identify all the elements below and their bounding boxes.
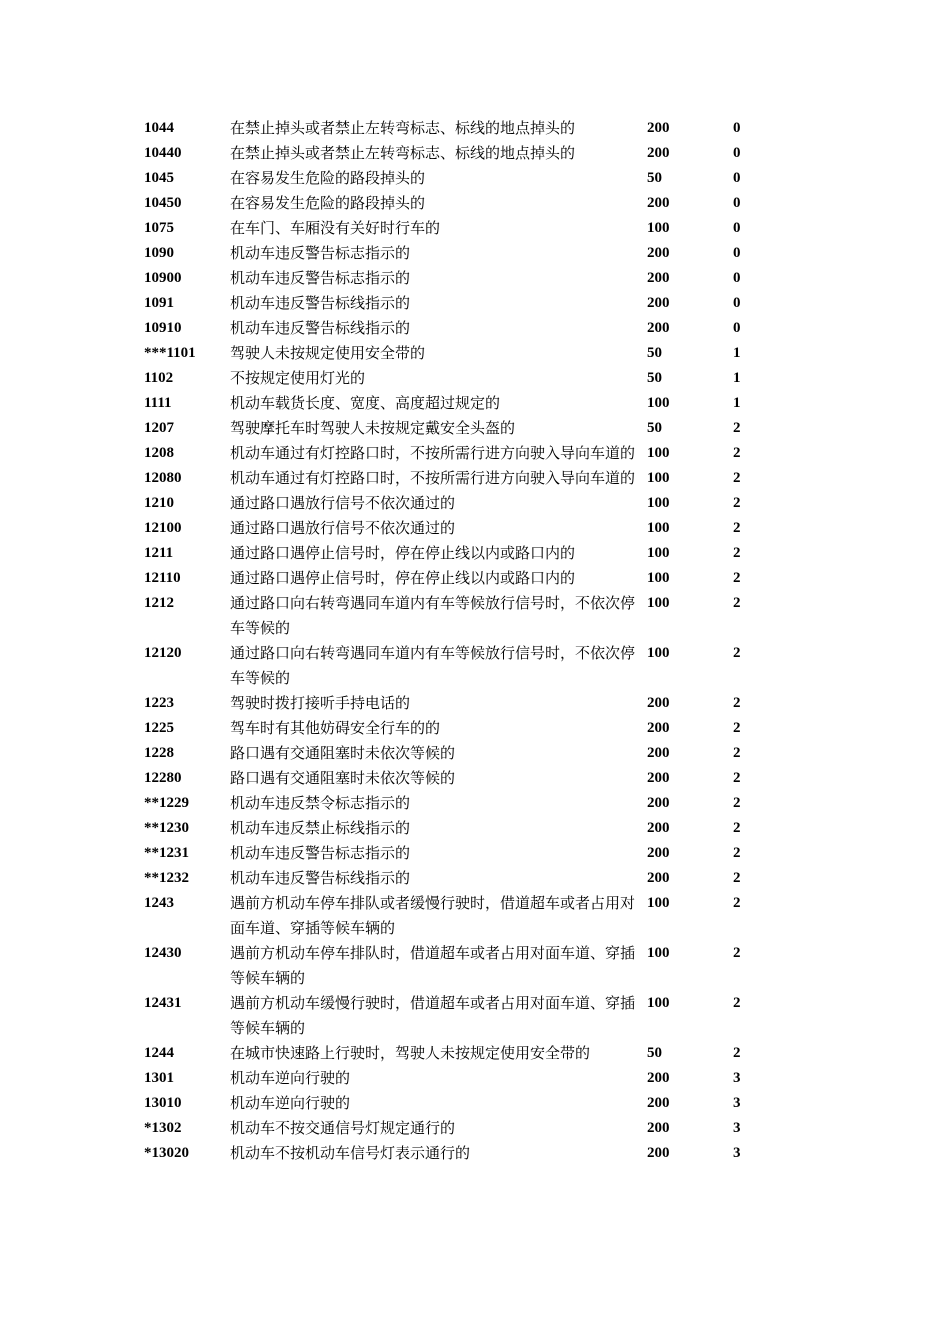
violation-code: 1211: [144, 545, 174, 561]
penalty-points: 2: [733, 770, 741, 786]
table-row: [0, 866, 950, 891]
fine-amount: 200: [647, 320, 670, 336]
table-row: [0, 491, 950, 516]
penalty-points: 0: [733, 195, 741, 211]
violation-description: 遇前方机动车缓慢行驶时，借道超车或者占用对面车道、穿插等候车辆的: [230, 994, 636, 1037]
fine-amount: 100: [647, 395, 670, 411]
violation-code: 12120: [144, 645, 182, 661]
penalty-points: 3: [733, 1070, 741, 1086]
fine-amount: 200: [647, 245, 670, 261]
violation-description: 通过路口向右转弯遇同车道内有车等候放行信号时，不依次停车等候的: [230, 594, 636, 637]
violation-code: 10910: [144, 320, 182, 336]
violation-description: 机动车载货长度、宽度、高度超过规定的: [230, 394, 501, 412]
fine-amount: 50: [647, 170, 662, 186]
fine-amount: 100: [647, 645, 670, 661]
fine-amount: 200: [647, 745, 670, 761]
table-row: [0, 216, 950, 241]
table-row: [0, 891, 950, 941]
violation-code: 12280: [144, 770, 182, 786]
table-row: [0, 766, 950, 791]
fine-amount: 100: [647, 470, 670, 486]
penalty-points: 2: [733, 445, 741, 461]
table-row: [0, 291, 950, 316]
penalty-points: 1: [733, 395, 741, 411]
violation-description: 机动车违反警告标志指示的: [230, 269, 411, 287]
penalty-points: 2: [733, 820, 741, 836]
penalty-points: 2: [733, 870, 741, 886]
penalty-points: 2: [733, 420, 741, 436]
fine-amount: 100: [647, 445, 670, 461]
violation-code: 1208: [144, 445, 174, 461]
table-row: [0, 241, 950, 266]
penalty-points: 0: [733, 270, 741, 286]
fine-amount: 100: [647, 495, 670, 511]
violation-description: 机动车违反警告标线指示的: [230, 294, 411, 312]
fine-amount: 100: [647, 545, 670, 561]
table-row: [0, 366, 950, 391]
fine-amount: 50: [647, 1045, 662, 1061]
table-row: [0, 741, 950, 766]
violation-description: 机动车不按机动车信号灯表示通行的: [230, 1144, 471, 1162]
penalty-points: 0: [733, 245, 741, 261]
violation-code: 12110: [144, 570, 181, 586]
violation-description: 机动车违反禁令标志指示的: [230, 794, 411, 812]
violation-code: **1229: [144, 795, 189, 811]
violation-code: 1207: [144, 420, 174, 436]
violation-description: 遇前方机动车停车排队或者缓慢行驶时，借道超车或者占用对面车道、穿插等候车辆的: [230, 894, 636, 937]
table-row: [0, 1141, 950, 1166]
table-row: [0, 941, 950, 991]
violation-code: **1232: [144, 870, 189, 886]
fine-amount: 50: [647, 370, 662, 386]
violation-description: 路口遇有交通阻塞时未依次等候的: [230, 769, 456, 787]
penalty-points: 0: [733, 295, 741, 311]
table-row: [0, 116, 950, 141]
violation-description: 通过路口遇停止信号时，停在停止线以内或路口内的: [230, 544, 576, 562]
penalty-points: 2: [733, 745, 741, 761]
violation-description: 在城市快速路上行驶时，驾驶人未按规定使用安全带的: [230, 1044, 591, 1062]
violation-code: 1223: [144, 695, 174, 711]
table-row: [0, 441, 950, 466]
violation-description: 驾驶时拨打接听手持电话的: [230, 694, 411, 712]
violation-code: 12431: [144, 995, 182, 1011]
violation-description: 机动车违反警告标线指示的: [230, 319, 411, 337]
fine-amount: 100: [647, 595, 670, 611]
violation-description: 在容易发生危险的路段掉头的: [230, 194, 426, 212]
violation-description: 机动车通过有灯控路口时，不按所需行进方向驶入导向车道的: [230, 469, 636, 487]
penalty-points: 0: [733, 320, 741, 336]
fine-amount: 200: [647, 1120, 670, 1136]
table-row: [0, 716, 950, 741]
fine-amount: 100: [647, 995, 670, 1011]
violation-code: 12430: [144, 945, 182, 961]
penalty-points: 2: [733, 545, 741, 561]
table-row: [0, 266, 950, 291]
table-row: [0, 166, 950, 191]
violation-code: 1044: [144, 120, 174, 136]
penalty-points: 2: [733, 470, 741, 486]
table-row: [0, 816, 950, 841]
table-row: [0, 841, 950, 866]
violation-code: 13010: [144, 1095, 182, 1111]
violation-code: 1075: [144, 220, 174, 236]
violation-description: 通过路口遇停止信号时，停在停止线以内或路口内的: [230, 569, 576, 587]
violation-description: 机动车违反禁止标线指示的: [230, 819, 411, 837]
penalty-points: 2: [733, 795, 741, 811]
fine-amount: 200: [647, 1070, 670, 1086]
violation-table: [0, 116, 950, 1166]
violation-description: 机动车通过有灯控路口时，不按所需行进方向驶入导向车道的: [230, 444, 636, 462]
violation-description: 在容易发生危险的路段掉头的: [230, 169, 426, 187]
fine-amount: 200: [647, 1145, 670, 1161]
violation-code: 10900: [144, 270, 182, 286]
table-row: [0, 416, 950, 441]
table-row: [0, 141, 950, 166]
penalty-points: 2: [733, 520, 741, 536]
table-row: [0, 341, 950, 366]
table-row: [0, 641, 950, 691]
fine-amount: 50: [647, 420, 662, 436]
violation-description: 路口遇有交通阻塞时未依次等候的: [230, 744, 456, 762]
violation-description: 机动车违反警告标线指示的: [230, 869, 411, 887]
penalty-points: 2: [733, 695, 741, 711]
penalty-points: 2: [733, 570, 741, 586]
violation-code: 10440: [144, 145, 182, 161]
penalty-points: 0: [733, 220, 741, 236]
violation-code: 1210: [144, 495, 174, 511]
table-row: [0, 691, 950, 716]
table-row: [0, 791, 950, 816]
violation-description: 机动车违反警告标志指示的: [230, 844, 411, 862]
violation-code: *1302: [144, 1120, 182, 1136]
table-row: [0, 316, 950, 341]
violation-description: 机动车违反警告标志指示的: [230, 244, 411, 262]
fine-amount: 50: [647, 345, 662, 361]
violation-code: 1090: [144, 245, 174, 261]
violation-code: **1231: [144, 845, 189, 861]
violation-code: 1045: [144, 170, 174, 186]
table-row: [0, 191, 950, 216]
fine-amount: 200: [647, 845, 670, 861]
fine-amount: 200: [647, 770, 670, 786]
violation-description: 通过路口遇放行信号不依次通过的: [230, 494, 456, 512]
penalty-points: 1: [733, 345, 741, 361]
violation-code: **1230: [144, 820, 189, 836]
violation-description: 不按规定使用灯光的: [230, 369, 366, 387]
penalty-points: 2: [733, 495, 741, 511]
fine-amount: 100: [647, 220, 670, 236]
violation-code: 1228: [144, 745, 174, 761]
violation-code: *13020: [144, 1145, 189, 1161]
penalty-points: 1: [733, 370, 741, 386]
table-row: [0, 591, 950, 641]
violation-description: 驾车时有其他妨碍安全行车的的: [230, 719, 441, 737]
table-row: [0, 1116, 950, 1141]
fine-amount: 200: [647, 795, 670, 811]
violation-code: 12080: [144, 470, 182, 486]
fine-amount: 200: [647, 270, 670, 286]
violation-description: 驾驶人未按规定使用安全带的: [230, 344, 426, 362]
penalty-points: 0: [733, 170, 741, 186]
violation-code: 1244: [144, 1045, 174, 1061]
penalty-points: 2: [733, 995, 741, 1011]
penalty-points: 3: [733, 1120, 741, 1136]
violation-description: 在禁止掉头或者禁止左转弯标志、标线的地点掉头的: [230, 119, 576, 137]
penalty-points: 2: [733, 945, 741, 961]
table-row: [0, 1091, 950, 1116]
violation-description: 遇前方机动车停车排队时，借道超车或者占用对面车道、穿插等候车辆的: [230, 944, 636, 987]
penalty-points: 2: [733, 1045, 741, 1061]
table-row: [0, 516, 950, 541]
penalty-points: 3: [733, 1095, 741, 1111]
table-row: [0, 466, 950, 491]
violation-description: 在禁止掉头或者禁止左转弯标志、标线的地点掉头的: [230, 144, 576, 162]
violation-code: ***1101: [144, 345, 196, 361]
violation-code: 1243: [144, 895, 174, 911]
fine-amount: 200: [647, 695, 670, 711]
fine-amount: 100: [647, 895, 670, 911]
violation-code: 1301: [144, 1070, 174, 1086]
table-row: [0, 1041, 950, 1066]
table-row: [0, 391, 950, 416]
penalty-points: 3: [733, 1145, 741, 1161]
fine-amount: 100: [647, 945, 670, 961]
penalty-points: 2: [733, 895, 741, 911]
fine-amount: 200: [647, 870, 670, 886]
fine-amount: 200: [647, 720, 670, 736]
penalty-points: 2: [733, 720, 741, 736]
violation-code: 10450: [144, 195, 182, 211]
table-row: [0, 1066, 950, 1091]
violation-code: 1212: [144, 595, 174, 611]
fine-amount: 200: [647, 195, 670, 211]
penalty-points: 0: [733, 145, 741, 161]
penalty-points: 2: [733, 645, 741, 661]
violation-description: 通过路口向右转弯遇同车道内有车等候放行信号时，不依次停车等候的: [230, 644, 636, 687]
fine-amount: 200: [647, 120, 670, 136]
violation-code: 1225: [144, 720, 174, 736]
violation-description: 机动车逆向行驶的: [230, 1094, 351, 1112]
violation-code: 1102: [144, 370, 174, 386]
violation-description: 在车门、车厢没有关好时行车的: [230, 219, 441, 237]
table-row: [0, 541, 950, 566]
penalty-points: 2: [733, 595, 741, 611]
violation-description: 机动车逆向行驶的: [230, 1069, 351, 1087]
table-row: [0, 566, 950, 591]
violation-description: 机动车不按交通信号灯规定通行的: [230, 1119, 456, 1137]
fine-amount: 200: [647, 145, 670, 161]
violation-description: 通过路口遇放行信号不依次通过的: [230, 519, 456, 537]
fine-amount: 200: [647, 1095, 670, 1111]
violation-code: 12100: [144, 520, 182, 536]
table-row: [0, 991, 950, 1041]
violation-code: 1111: [144, 395, 172, 411]
fine-amount: 200: [647, 820, 670, 836]
fine-amount: 100: [647, 570, 670, 586]
violation-code: 1091: [144, 295, 174, 311]
penalty-points: 2: [733, 845, 741, 861]
violation-description: 驾驶摩托车时驾驶人未按规定戴安全头盔的: [230, 419, 516, 437]
penalty-points: 0: [733, 120, 741, 136]
fine-amount: 200: [647, 295, 670, 311]
fine-amount: 100: [647, 520, 670, 536]
